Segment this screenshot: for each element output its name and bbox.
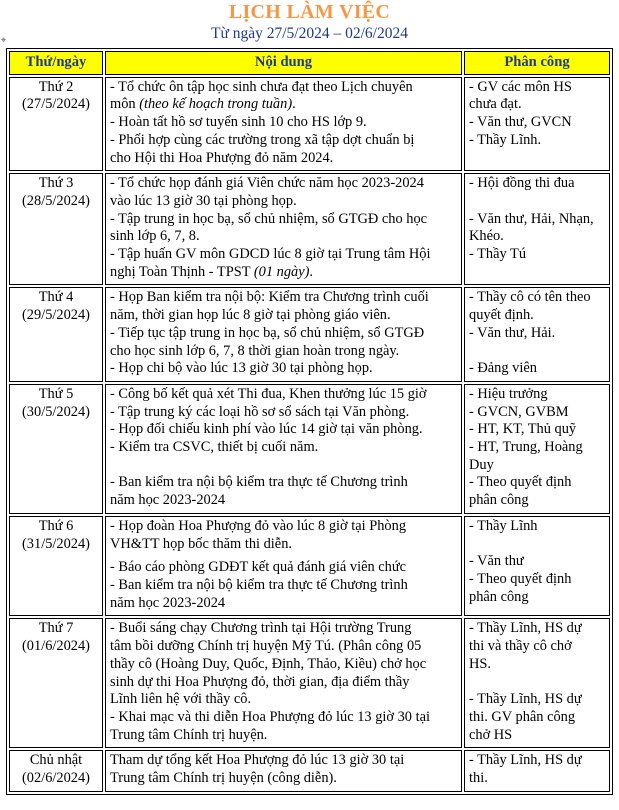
content-italic-note: (theo kế hoạch trong tuần) [139, 96, 293, 113]
content-line: tâm bồi dưỡng Chính trị huyện Mỹ Tú. (Phân công 05 [110, 638, 422, 655]
assign-line: - Thầy cô có tên theo [469, 289, 591, 306]
assign-line: - Thầy Lĩnh. [469, 131, 542, 148]
content-line: cho học sinh lớp 6, 7, 8 thời gian hoàn trong ngày. [110, 342, 400, 359]
assign-line: - GVCN, GVBM [469, 403, 569, 420]
assign-line: thi và thầy cô chở [469, 638, 572, 655]
content-text: môn [110, 96, 140, 113]
day-cell [9, 516, 103, 617]
day-cell [9, 750, 103, 791]
content-cell [105, 77, 462, 172]
assignment-cell [464, 173, 610, 285]
assign-line: - Văn thư, GVCN [469, 114, 572, 131]
assign-line: - Hiệu trưởng [469, 385, 548, 402]
day-label: Thứ 2 [38, 78, 74, 95]
content-line: năm học 2023-2024 [110, 594, 226, 611]
content-line: Lĩnh liên hệ với thầy cô. [110, 691, 252, 708]
day-date: (27/5/2024) [22, 96, 90, 113]
content-line: - Tập huấn GV môn GDCD lúc 8 giờ tại Trung tâm Hội [110, 246, 431, 263]
assignment-cell [464, 77, 610, 172]
assign-line: - Theo quyết định [469, 474, 572, 491]
content-text: nghị Toàn Thịnh - TPST [110, 263, 254, 280]
content-cell [105, 750, 462, 791]
content-line: Trung tâm Chính trị huyện. [110, 726, 268, 743]
content-cell [105, 287, 462, 382]
table-row [9, 384, 610, 514]
column-header-content: Nội dung [105, 51, 462, 75]
day-cell [9, 618, 103, 748]
content-cell [105, 516, 462, 617]
content-line: - Công bố kết quả xét Thi đua, Khen thưởng lúc 15 giờ [110, 385, 427, 402]
content-cell [105, 384, 462, 514]
day-cell [9, 173, 103, 285]
day-cell [9, 384, 103, 514]
assign-line: - Văn thư, Hải, Nhạn, [469, 210, 594, 227]
assignment-cell [464, 287, 610, 382]
content-line: - Tập trung ký các loại hồ sơ sổ sách tại Văn phòng. [110, 403, 410, 420]
content-line: - Phối hợp cùng các trường trong xã tập dợt chuẩn bị [110, 131, 415, 148]
content-line: - Báo cáo phòng GDĐT kết quả đánh giá viên chức [110, 559, 407, 576]
day-date: (29/5/2024) [22, 307, 90, 324]
day-label: Thứ 7 [38, 620, 74, 637]
content-line: VH&TT họp bốc thăm thi diễn. [110, 535, 292, 552]
assign-line: - Thầy Lĩnh, HS dự [469, 620, 582, 637]
content-line: - Ban kiểm tra nội bộ kiểm tra thực tế Chương trình [110, 474, 408, 491]
page-title: LỊCH LÀM VIỆC [228, 1, 391, 23]
day-date: (31/5/2024) [22, 535, 90, 552]
content-line: sinh lớp 6, 7, 8. [110, 228, 200, 245]
assign-line: Duy [469, 456, 494, 473]
assign-line: - HT, KT, Thủ quỹ [469, 421, 577, 438]
assign-line: - Văn thư [469, 553, 524, 570]
content-line: - Họp đoàn Hoa Phượng đỏ vào lúc 8 giờ tại Phòng [110, 517, 407, 534]
assign-line: - Thầy Tú [469, 246, 527, 263]
day-label: Thứ 6 [38, 517, 74, 534]
table-anchor-icon[interactable]: ⌖ [1, 36, 7, 46]
day-date: (01/6/2024) [22, 638, 90, 655]
assignment-cell [464, 750, 610, 791]
day-label: Thứ 5 [38, 385, 74, 402]
assignment-cell [464, 516, 610, 617]
content-line: thầy cô (Hoàng Duy, Quốc, Định, Thảo, Kiều) chở học [110, 655, 427, 672]
content-line: cho Hội thi Hoa Phượng đỏ năm 2024. [110, 149, 334, 166]
content-line: - Họp Ban kiểm tra nội bộ: Kiểm tra Chương trình cuối [110, 289, 429, 306]
assignment-cell [464, 618, 610, 748]
content-line: Tham dự tổng kết Hoa Phượng đỏ lúc 13 giờ 30 tại [110, 752, 405, 769]
table-row [9, 173, 610, 285]
day-label: Thứ 4 [38, 289, 74, 306]
assign-line: phân công [469, 588, 529, 605]
content-line: Trung tâm Chính trị huyện (công diễn). [110, 770, 337, 787]
assign-line: - Theo quyết định [469, 570, 572, 587]
content-line: - Kiểm tra CSVC, thiết bị cuối năm. [110, 439, 319, 456]
content-line: - Tập trung in học bạ, sổ chủ nhiệm, sổ GTGĐ cho học [110, 210, 428, 227]
table-header-row [9, 51, 610, 75]
content-line: vào lúc 13 giờ 30 tại phòng họp. [110, 192, 297, 209]
content-cell [105, 618, 462, 748]
content-line: - Ban kiểm tra nội bộ kiểm tra thực tế Chương trình [110, 576, 408, 593]
content-line: - Tổ chức ôn tập học sinh chưa đạt theo Lịch chuyên [110, 78, 413, 95]
day-cell [9, 77, 103, 172]
content-line: - Tổ chức họp đánh giá Viên chức năm học 2023-2024 [110, 175, 424, 192]
content-italic-note: (01 ngày) [253, 263, 310, 280]
assign-line: - GV các môn HS [469, 78, 572, 95]
schedule-table [6, 48, 613, 795]
assign-line: - Văn thư, Hải. [469, 324, 556, 341]
content-line: - Tiếp tục tập trung in học bạ, sổ chủ nhiệm, sổ GTGĐ [110, 324, 425, 341]
assign-line: phân công [469, 492, 529, 509]
assign-line: chưa đạt. [469, 96, 522, 113]
table-row [9, 516, 610, 617]
assign-line: - Thầy Lĩnh, HS dự [469, 752, 582, 769]
assign-line: quyết định. [469, 307, 534, 324]
day-date: (28/5/2024) [22, 192, 90, 209]
day-cell [9, 287, 103, 382]
content-line: - Họp đối chiếu kinh phí vào lúc 14 giờ tại văn phòng. [110, 421, 423, 438]
table-row [9, 750, 610, 791]
assign-line: Khéo. [469, 228, 504, 245]
assign-line: - Thầy Lĩnh [469, 517, 538, 534]
content-line: môn (theo kế hoạch trong tuần). [110, 96, 296, 113]
table-row [9, 287, 610, 382]
assign-line: - Đảng viên [469, 360, 537, 377]
assign-line: thi. GV phân công [469, 708, 576, 725]
day-label: Chủ nhật [29, 752, 83, 769]
content-cell [105, 173, 462, 285]
assign-line: HS. [469, 655, 491, 672]
content-line: năm học 2023-2024 [110, 492, 226, 509]
column-header-assignment: Phân công [464, 51, 610, 75]
assign-line: - HT, Trung, Hoàng [469, 439, 583, 456]
assign-line: thi. [469, 770, 488, 787]
table-row [9, 77, 610, 172]
assign-line: - Hội đồng thi đua [469, 175, 575, 192]
content-line: - Hoàn tất hồ sơ tuyển sinh 10 cho HS lớp 9. [110, 114, 367, 131]
assign-line: - Thầy Lĩnh, HS dự [469, 691, 582, 708]
content-line: - Họp chi bộ vào lúc 13 giờ 30 tại phòng họp. [110, 360, 373, 377]
content-line: - Buổi sáng chạy Chương trình tại Hội trường Trung [110, 620, 412, 637]
content-line: nghị Toàn Thịnh - TPST (01 ngày). [110, 263, 314, 280]
assignment-cell [464, 384, 610, 514]
content-line: - Khai mạc và thi diễn Hoa Phượng đỏ lúc 13 giờ 30 tại [110, 708, 430, 725]
column-header-day: Thứ/ngày [9, 51, 103, 75]
table-row [9, 618, 610, 748]
day-label: Thứ 3 [38, 175, 74, 192]
content-line: sinh dự thi Hoa Phượng đỏ, thời gian, địa điểm thầy [110, 673, 410, 690]
day-date: (30/5/2024) [22, 403, 90, 420]
date-range-subtitle: Từ ngày 27/5/2024 – 02/6/2024 [211, 25, 408, 42]
assign-line: chở HS [469, 726, 513, 743]
day-date: (02/6/2024) [22, 770, 90, 787]
content-line: năm, thời gian họp lúc 8 giờ tại phòng giáo viên. [110, 307, 391, 324]
